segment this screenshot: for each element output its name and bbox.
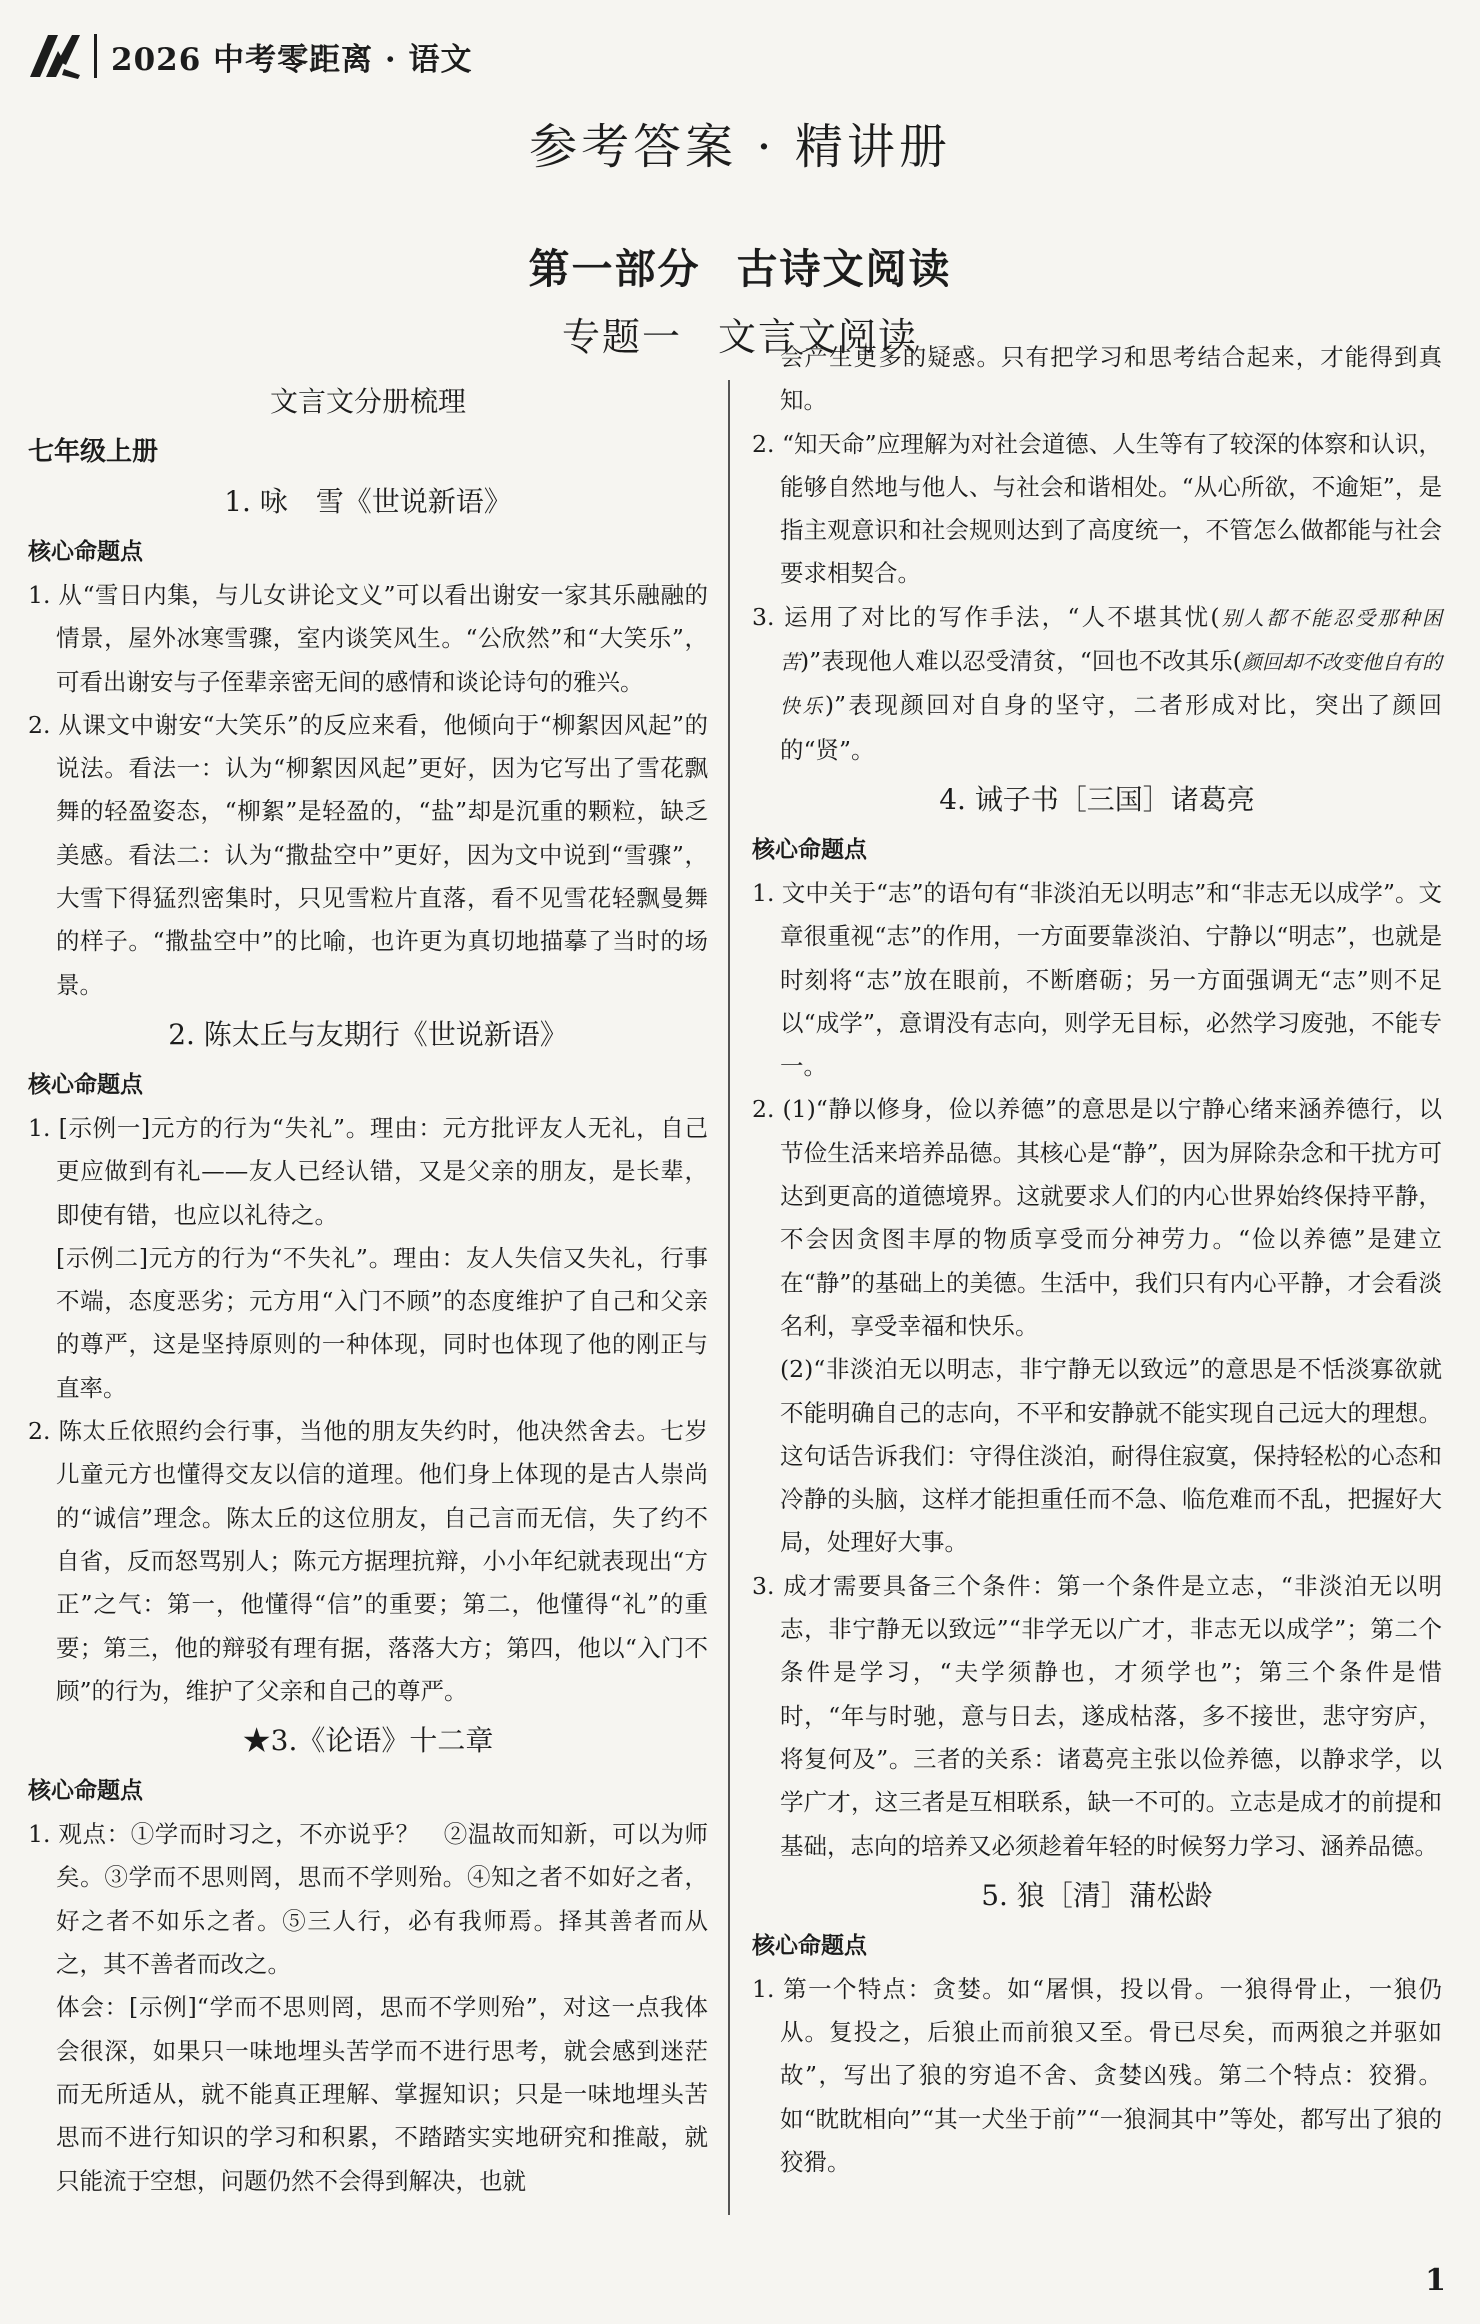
subheading: 核心命题点 [752, 835, 867, 863]
part-title [0, 236, 1480, 295]
subheading: 核心命题点 [28, 1070, 143, 1098]
page-header [28, 28, 472, 84]
book-brand: 2026 中考零距离 · 语文 [111, 41, 473, 78]
header-separator [94, 34, 97, 78]
lesson-title: 5. 狼［清］蒲松龄 [981, 1878, 1213, 1912]
answer-text: )”表现颜回对自身的坚守，二者形成对比，突出了颜回的“贤”。 [780, 691, 1442, 764]
answer-paragraph: 1. 第一个特点：贪婪。如“屠惧，投以骨。一狼得骨止，一狼仍从。复投之，后狼止而前狼又至。骨已尽矣，而两狼之并驱如故”，写出了狼的穷追不舍、贪婪凶残。第二个特点：狡猾。如“眈眈相向”“其一犬坐于前”“一狼洞其中”等处，都写出了狼的狡猾。 [752, 1974, 1442, 2176]
lesson-title: 4. 诫子书［三国］诸葛亮 [939, 782, 1255, 816]
answer-paragraph: 体会：[示例]“学而不思则罔，思而不学则殆”，对这一点我体会很深，如果只一味地埋头苦学而不进行思考，就会感到迷茫而无所适从，就不能真正理解、掌握知识；只是一味地埋头苦思而不进行知识的学习和积累，不踏踏实实地研究和推敲，就只能流于空想，问题仍然不会得到解决，也就 [56, 1993, 708, 2195]
answer-paragraph: 3. 成才需要具备三个条件：第一个条件是立志，“非淡泊无以明志，非宁静无以致远”“非学无以广才，非志无以成学”；第二个条件是学习，“夫学须静也，才须学也”；第三个条件是惜时，“年与时驰，意与日去，遂成枯落，多不接世，悲守穷庐，将复何及”。三者的关系：诸葛亮主张以俭养德，以静求学，以学广才，这三者是互相联系，缺一不可的。立志是成才的前提和基础，志向的培养又必须趁着年轻的时候努力学习、涵养品德。 [752, 1571, 1442, 1860]
gloss-note: 别人都不能忍受那种困苦 [780, 605, 1443, 675]
part-name: 古诗文阅读 [736, 245, 952, 293]
answer-paragraph: 1. 观点：①学而时习之，不亦说乎？ ②温故而知新，可以为师矣。③学而不思则罔，思而不学则殆。④知之者不如好之者，好之者不如乐之者。⑤三人行，必有我师焉。择其善者而从之，其不善者而改之。 [28, 1820, 708, 1979]
answer-paragraph: 1. 从“雪日内集，与儿女讲论文义”可以看出谢安一家其乐融融的情景，屋外冰寒雪骤，室内谈笑风生。“公欣然”和“大笑乐”，可看出谢安与子侄辈亲密无间的感情和谈论诗句的雅兴。 [28, 581, 708, 696]
topic-name: 文言文阅读 [718, 315, 919, 359]
left-column [28, 378, 708, 2203]
topic-number: 专题一 [561, 315, 682, 359]
gloss-note: 颜回却不改变他自有的快乐 [780, 650, 1443, 719]
right-column [752, 336, 1442, 2184]
grade-heading: 七年级上册 [28, 437, 159, 467]
lesson-title: 2. 陈太丘与友期行《世说新语》 [168, 1017, 568, 1051]
publisher-logo-icon [28, 31, 82, 81]
page-number: 1 [1425, 2263, 1446, 2298]
lesson-title: ★3.《论语》十二章 [242, 1724, 494, 1758]
answer-paragraph: 1. [示例一]元方的行为“失礼”。理由：元方批评友人无礼，自己更应做到有礼——友人已经认错，又是父亲的朋友，是长辈，即使有错，也应以礼待之。 [28, 1113, 708, 1229]
answer-paragraph [752, 596, 1442, 772]
answer-paragraph: 1. 文中关于“志”的语句有“非淡泊无以明志”和“非志无以成学”。文章很重视“志”的作用，一方面要靠淡泊、宁静以“明志”，也就是时刻将“志”放在眼前，不断磨砺；另一方面强调无“志”则不足以“成学”，意谓没有志向，则学无目标，必然学习废弛，不能专一。 [752, 878, 1442, 1081]
lesson-title: 1. 咏 雪《世说新语》 [224, 485, 512, 518]
answer-paragraph: 2. 从课文中谢安“大笑乐”的反应来看，他倾向于“柳絮因风起”的说法。看法一：认为“柳絮因风起”更好，因为它写出了雪花飘舞的轻盈姿态，“柳絮”是轻盈的，“盐”却是沉重的颗粒，缺乏美感。看法二：认为“撒盐空中”更好，因为文中说到“雪骤”，大雪下得猛烈密集时，只见雪粒片直落，看不见雪花轻飘曼舞的样子。“撒盐空中”的比喻，也许更为真切地描摹了当时的场景。 [28, 710, 708, 999]
subheading: 核心命题点 [752, 1931, 867, 1959]
answer-text: 3. 运用了对比的写作手法，“人不堪其忧( [752, 602, 1220, 631]
subheading: 核心命题点 [28, 538, 143, 565]
answer-paragraph: 2. “知天命”应理解为对社会道德、人生等有了较深的体察和认识，能够自然地与他人、与社会和谐相处。“从心所欲，不逾矩”，是指主观意识和社会规则达到了高度统一，不管怎么做都能与社会要求相契合。 [752, 429, 1442, 588]
section-title: 文言文分册梳理 [269, 385, 466, 418]
column-divider [728, 380, 730, 2215]
main-title: 参考答案 · 精讲册 [529, 119, 951, 175]
answer-paragraph: 2. 陈太丘依照约会行事，当他的朋友失约时，他决然舍去。七岁儿童元方也懂得交友以信的道理。他们身上体现的是古人崇尚的“诚信”理念。陈太丘的这位朋友，自己言而无信，失了约不自省，反而怒骂别人；陈元方据理抗辩，小小年纪就表现出“方正”之气：第一，他懂得“信”的重要；第二，他懂得“礼”的重要；第三，他的辩驳有理有据，落落大方；第四，他以“入门不顾”的行为，维护了父亲和自己的尊严。 [28, 1417, 708, 1705]
answer-paragraph: 2. (1)“静以修身，俭以养德”的意思是以宁静心绪来涵养德行，以节俭生活来培养品德。其核心是“静”，因为屏除杂念和干扰方可达到更高的道德境界。这就要求人们的内心世界始终保持平静，不会因贪图丰厚的物质享受而分神劳力。“俭以养德”是建立在“静”的基础上的美德。生活中，我们只有内心平静，才会看淡名利，享受幸福和快乐。 [752, 1095, 1442, 1340]
answer-paragraph: (2)“非淡泊无以明志，非宁静无以致远”的意思是不恬淡寡欲就不能明确自己的志向，不平和安静就不能实现自己远大的理想。这句话告诉我们：守得住淡泊，耐得住寂寞，保持轻松的心态和冷静的头脑，这样才能担重任而不急、临危难而不乱，把握好大局，处理好大事。 [780, 1355, 1442, 1557]
answer-paragraph: 会产生更多的疑惑。只有把学习和思考结合起来，才能得到真知。 [780, 343, 1442, 415]
subheading: 核心命题点 [28, 1777, 143, 1805]
answer-paragraph: [示例二]元方的行为“不失礼”。理由：友人失信又失礼，行事不端，态度恶劣；元方用“入门不顾”的态度维护了自己和父亲的尊严，这是坚持原则的一种体现，同时也体现了他的刚正与直率。 [56, 1243, 708, 1402]
answer-text: )”表现他人难以忍受清贫，“回也不改其乐( [800, 647, 1242, 676]
part-number: 第一部分 [528, 245, 701, 293]
